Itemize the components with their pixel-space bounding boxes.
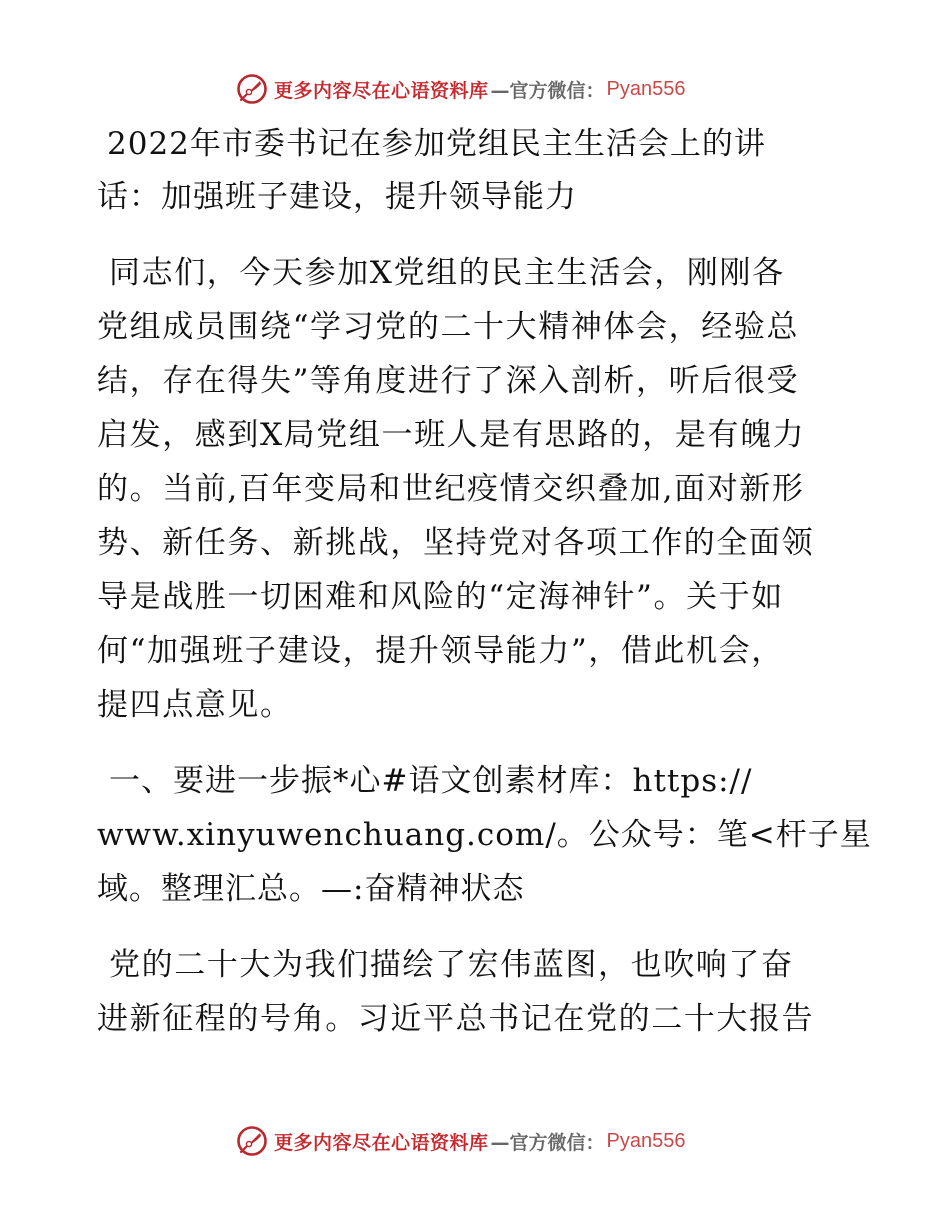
banner-site-name: 更多内容尽在心语资料库 <box>274 1131 489 1154</box>
title-line: 2022年市委书记在参加党组民主生活会上的讲 <box>107 126 766 162</box>
paragraph-line: 党的二十大为我们描绘了宏伟蓝图，也吹响了奋 <box>109 947 794 983</box>
title-line: 话：加强班子建设，提升领导能力 <box>97 179 577 215</box>
paragraph-line: 启发，感到X局党组一班人是有思路的，是有魄力 <box>97 417 806 453</box>
footer-watermark-banner <box>236 1124 686 1158</box>
document-title <box>97 118 857 224</box>
paragraph-line: 结，存在得失”等角度进行了深入剖析，听后很受 <box>97 363 800 399</box>
paragraph-line: 势、新任务、新挑战，坚持党对各项工作的全面领 <box>97 525 815 561</box>
paragraph-line: 提四点意见。 <box>97 687 293 723</box>
header-watermark-banner <box>236 72 686 106</box>
paragraph-line: 进新征程的号角。习近平总书记在党的二十大报告 <box>97 1001 815 1037</box>
paragraph-line: 何“加强班子建设，提升领导能力”，借此机会， <box>97 633 784 669</box>
paragraph-line: 导是战胜一切困难和风险的“定海神针”。关于如 <box>97 579 784 615</box>
paragraph-line: www.xinyuwenchuang.com/。公众号：笔<杆子星 <box>97 817 872 853</box>
banner-site-name: 更多内容尽在心语资料库 <box>274 79 489 102</box>
pen-nib-logo-icon <box>236 73 268 105</box>
section-heading-paragraph <box>97 754 872 916</box>
banner-official-label: —官方微信： <box>490 79 605 102</box>
banner-wechat-id: Pyan556 <box>606 77 686 100</box>
banner-wechat-id: Pyan556 <box>606 1129 686 1152</box>
paragraph-line: 域。整理汇总。—:奋精神状态 <box>97 871 525 907</box>
document-body <box>97 118 872 1046</box>
paragraph-line: 一、要进一步振*心#语文创素材库：https:// <box>109 763 753 799</box>
pen-nib-logo-icon <box>236 1125 268 1157</box>
paragraph-line: 同志们，今天参加X党组的民主生活会，刚刚各 <box>109 255 785 291</box>
intro-paragraph <box>97 246 857 732</box>
paragraph-line: 党组成员围绕“学习党的二十大精神体会，经验总 <box>97 309 800 345</box>
banner-official-label: —官方微信： <box>490 1131 605 1154</box>
body-paragraph <box>97 938 857 1046</box>
paragraph-line: 的。当前,百年变局和世纪疫情交织叠加,面对新形 <box>97 471 805 507</box>
